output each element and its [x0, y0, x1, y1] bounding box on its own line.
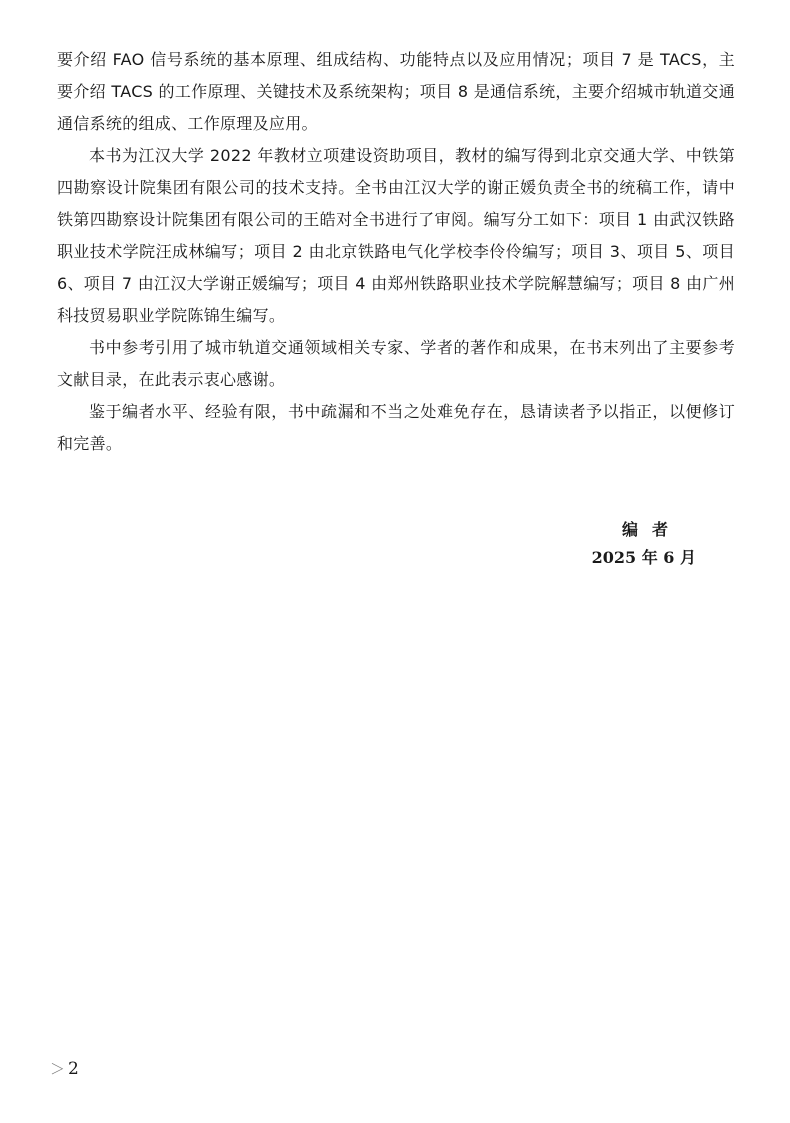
paragraph-continued: 要介绍 FAO 信号系统的基本原理、组成结构、功能特点以及应用情况；项目 7 是 TACS，主要介绍 TACS 的工作原理、关键技术及系统架构；项目 8 是通信系统，主要介绍城市轨道交通通信系统的组成、工作原理及应用。 — [57, 50, 735, 133]
chevron-right-icon: ＞ — [50, 1060, 66, 1078]
paragraph-closing: 鉴于编者水平、经验有限，书中疏漏和不当之处难免存在，恳请读者予以指正，以便修订和完善。 — [57, 402, 735, 453]
page-number — [50, 1058, 79, 1079]
signature-block — [592, 516, 696, 572]
signature-author: 编者 — [621, 520, 682, 539]
body-text — [57, 44, 735, 460]
page-number-value: 2 — [68, 1059, 79, 1079]
signature-date: 2025 年 6 月 — [591, 548, 696, 567]
paragraph-funding: 本书为江汉大学 2022 年教材立项建设资助项目，教材的编写得到北京交通大学、中铁第四勘察设计院集团有限公司的技术支持。全书由江汉大学的谢正媛负责全书的统稿工作，请中铁第四勘察设计院集团有限公司的王皓对全书进行了审阅。编写分工如下：项目 1 由武汉铁路职业技术学院汪成林编写；项目 2 由北京铁路电气化学校李伶伶编写；项目 3、项目 5、项目 6、项目 7 由江汉大学谢正媛编写；项目 4 由郑州铁路职业技术学院解慧编写；项目 8 由广州科技贸易职业学院陈锦生编写。 — [57, 146, 735, 325]
paragraph-references: 书中参考引用了城市轨道交通领域相关专家、学者的著作和成果，在书末列出了主要参考文献目录，在此表示衷心感谢。 — [57, 338, 735, 389]
